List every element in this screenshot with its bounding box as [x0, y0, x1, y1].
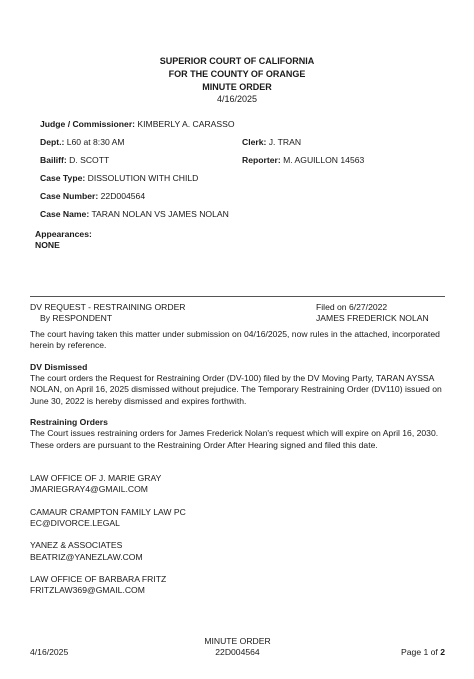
intro-paragraph: The court having taken this matter under submission on 04/16/2025, now rules in the attached, incorporated herein by reference.: [30, 329, 440, 351]
case-type-value: DISSOLUTION WITH CHILD: [87, 173, 199, 183]
dv-request-by: By RESPONDENT: [40, 313, 113, 323]
county-name: FOR THE COUNTY OF ORANGE: [168, 68, 306, 79]
case-name-row: [40, 209, 229, 220]
reporter-row: [242, 155, 364, 166]
judge-row: [40, 119, 235, 130]
service-list: [30, 473, 330, 608]
case-number-row: [40, 191, 145, 202]
dismissed-heading: DV Dismissed: [30, 361, 88, 372]
judge-label: Judge / Commissioner:: [40, 119, 136, 129]
section-divider: [30, 296, 445, 297]
appearances: [35, 229, 92, 252]
footer-doc-type: MINUTE ORDER: [204, 636, 271, 646]
dept-label: Dept.:: [40, 137, 65, 147]
bailiff-label: Bailiff:: [40, 155, 67, 165]
footer-center: [30, 636, 445, 659]
contact-entry: [30, 507, 330, 530]
contact-name: LAW OFFICE OF J. MARIE GRAY: [30, 473, 162, 483]
appearances-value: NONE: [35, 240, 60, 251]
case-type-row: [40, 173, 198, 184]
contact-name: LAW OFFICE OF BARBARA FRITZ: [30, 574, 167, 585]
page-total: 2: [440, 647, 445, 657]
case-name-label: Case Name:: [40, 209, 90, 219]
clerk-value: J. TRAN: [268, 137, 302, 147]
reporter-value: M. AGUILLON 14563: [283, 155, 365, 165]
case-name-value: TARAN NOLAN VS JAMES NOLAN: [91, 209, 229, 219]
page-footer: [30, 636, 445, 660]
footer-date: 4/16/2025: [30, 647, 69, 657]
dismissed-paragraph: The court orders the Request for Restraining Order (DV-100) filed by the DV Moving Party, TARAN AYSSA NOLAN, on April 16, 2025 dismissed without prejudice. The Temporary Restraining Order (DV110) issued on June 30, 2022 is hereby dismissed and expires forthwith.: [30, 373, 442, 406]
reporter-label: Reporter:: [242, 155, 281, 165]
page-prefix: Page 1 of: [401, 647, 441, 657]
contact-email: EC@DIVORCE.LEGAL: [30, 518, 120, 529]
judge-value: KIMBERLY A. CARASSO: [137, 119, 235, 129]
contact-email: JMARIEGRAY4@GMAIL.COM: [30, 484, 148, 495]
dept-value: L60 at 8:30 AM: [66, 137, 125, 147]
clerk-label: Clerk:: [242, 137, 267, 147]
restraining-paragraph: The Court issues restraining orders for James Frederick Nolan's request which will expire on April 16, 2030. These orders are pursuant to the Restraining Order After Hearing signed and filed this date.: [30, 428, 439, 450]
page-number: [401, 647, 445, 658]
case-type-label: Case Type:: [40, 173, 86, 183]
bailiff-row: [40, 155, 109, 166]
dv-request-party: JAMES FREDERICK NOLAN: [316, 313, 429, 323]
case-number-value: 22D004564: [100, 191, 146, 201]
contact-name: YANEZ & ASSOCIATES: [30, 540, 123, 551]
contact-email: BEATRIZ@YANEZLAW.COM: [30, 551, 143, 562]
contact-entry: [30, 540, 330, 563]
order-body: [30, 329, 448, 461]
dv-request-title: DV REQUEST - RESTRAINING ORDER: [30, 302, 186, 312]
court-name: SUPERIOR COURT OF CALIFORNIA: [159, 56, 315, 66]
document-header: [0, 55, 474, 106]
contact-name: CAMAUR CRAMPTON FAMILY LAW PC: [30, 506, 186, 517]
dept-row: [40, 137, 125, 148]
footer-case-number: 22D004564: [215, 647, 260, 658]
case-number-label: Case Number:: [40, 191, 99, 201]
appearances-label: Appearances:: [35, 229, 92, 239]
contact-entry: [30, 574, 330, 597]
document-type: MINUTE ORDER: [202, 81, 272, 92]
dv-request-filed: Filed on 6/27/2022: [316, 302, 388, 312]
contact-entry: [30, 473, 330, 496]
order-date: 4/16/2025: [216, 94, 258, 105]
restraining-heading: Restraining Orders: [30, 417, 108, 428]
bailiff-value: D. SCOTT: [69, 155, 110, 165]
clerk-row: [242, 137, 301, 148]
contact-email: FRITZLAW369@GMAIL.COM: [30, 585, 145, 596]
